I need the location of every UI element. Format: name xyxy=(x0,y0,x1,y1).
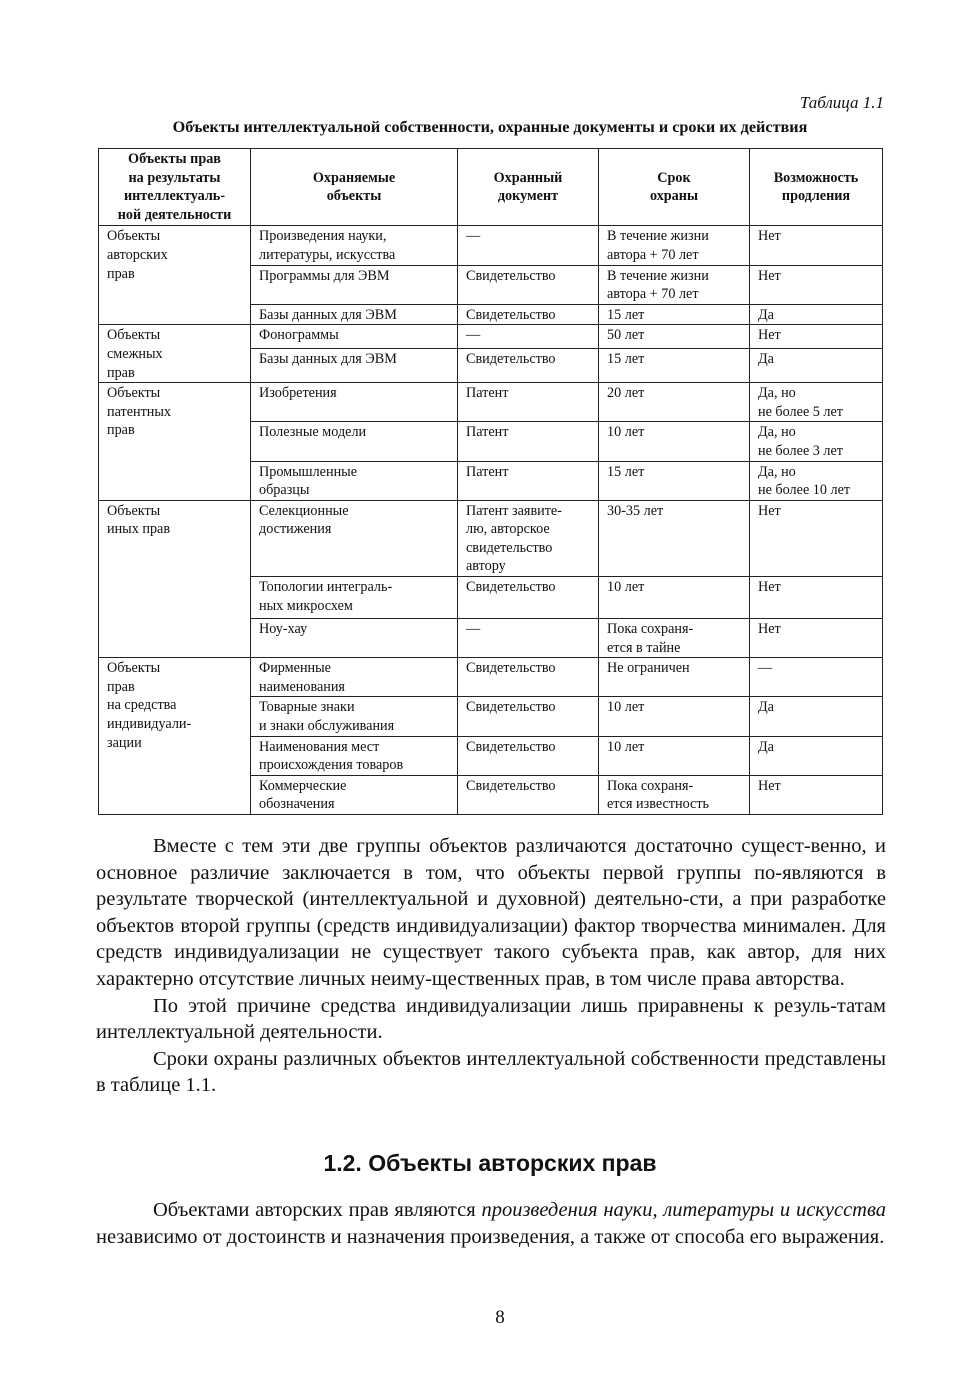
cell-object: Базы данных для ЭВМ xyxy=(251,304,458,325)
cell-term: 15 лет xyxy=(599,304,750,325)
table-row xyxy=(99,226,883,265)
cell-extension: Да, но не более 5 лет xyxy=(750,383,883,422)
cell-document: Свидетельство xyxy=(458,736,599,775)
cell-object: Полезные модели xyxy=(251,422,458,461)
cell-term: В течение жизни автора + 70 лет xyxy=(599,226,750,265)
page-number: 8 xyxy=(495,1307,505,1328)
cell-term: 15 лет xyxy=(599,349,750,383)
category-other-rights: Объекты иных прав xyxy=(99,500,251,658)
cell-term: В течение жизни автора + 70 лет xyxy=(599,265,750,304)
cell-object: Фонограммы xyxy=(251,325,458,349)
cell-extension: Нет xyxy=(750,325,883,349)
header-protection-term: Срок охраны xyxy=(599,149,750,226)
header-protection-document: Охранный документ xyxy=(458,149,599,226)
cell-object: Промышленные образцы xyxy=(251,461,458,500)
table-header-row xyxy=(99,149,883,226)
cell-document: Патент xyxy=(458,422,599,461)
paragraph xyxy=(96,1197,886,1250)
cell-object: Программы для ЭВМ xyxy=(251,265,458,304)
intro-end: независимо от достоинств и назначения произведения, а также от способа его выражения. xyxy=(96,1225,885,1248)
cell-document: — xyxy=(458,325,599,349)
cell-document: Свидетельство xyxy=(458,577,599,619)
cell-term: 50 лет xyxy=(599,325,750,349)
category-individualization: Объекты прав на средства индивидуали- зации xyxy=(99,658,251,815)
cell-term: 20 лет xyxy=(599,383,750,422)
cell-extension: Нет xyxy=(750,500,883,576)
cell-extension: Нет xyxy=(750,775,883,814)
category-patent-rights: Объекты патентных прав xyxy=(99,383,251,501)
paragraph: По этой причине средства индивидуализации лишь приравнены к резуль-татам интеллектуальной деятельности. xyxy=(96,994,886,1044)
header-extension: Возможность продления xyxy=(750,149,883,226)
cell-extension: Да xyxy=(750,736,883,775)
cell-object: Товарные знаки и знаки обслуживания xyxy=(251,697,458,736)
cell-object: Базы данных для ЭВМ xyxy=(251,349,458,383)
cell-object: Топологии интеграль- ных микросхем xyxy=(251,577,458,619)
paragraph: Сроки охраны различных объектов интеллектуальной собственности представлены в таблице 1.1. xyxy=(96,1047,886,1097)
cell-document: Свидетельство xyxy=(458,697,599,736)
cell-extension: Да, но не более 3 лет xyxy=(750,422,883,461)
paragraph: Вместе с тем эти две группы объектов различаются достаточно сущест-венно, и основное различие заключается в том, что объекты первой группы по-являются в результате творческой (интеллектуальной и духовной) деятельно-сти, а при разработке объектов второй группы (средств индивидуализации) фактор творчества минимален. Для средств индивидуализации не существует такого субъекта прав, как автор, для них характерно отсутствие личных неиму-щественных прав, в том числе права авторства. xyxy=(96,835,886,990)
table-caption: Объекты интеллектуальной собственности, охранные документы и сроки их действия xyxy=(172,118,808,136)
cell-object: Фирменные наименования xyxy=(251,658,458,697)
cell-term: 10 лет xyxy=(599,577,750,619)
table-row xyxy=(99,658,883,697)
section-heading: 1.2. Объекты авторских прав xyxy=(323,1150,657,1176)
cell-document: Патент заявите- лю, авторское свидетельство автору xyxy=(458,500,599,576)
header-protected-objects: Охраняемые объекты xyxy=(251,149,458,226)
cell-extension: Нет xyxy=(750,577,883,619)
cell-term: Не ограничен xyxy=(599,658,750,697)
cell-extension: — xyxy=(750,658,883,697)
body-paragraphs xyxy=(96,833,886,1099)
cell-object: Коммерческие обозначения xyxy=(251,775,458,814)
cell-document: Патент xyxy=(458,461,599,500)
cell-object: Произведения науки, литературы, искусства xyxy=(251,226,458,265)
cell-extension: Нет xyxy=(750,265,883,304)
intro-start: Объектами авторских прав являются xyxy=(153,1199,482,1221)
table-row xyxy=(99,325,883,349)
cell-document: — xyxy=(458,619,599,658)
table-number: Таблица 1.1 xyxy=(799,93,884,112)
cell-term: Пока сохраня- ется известность xyxy=(599,775,750,814)
category-related-rights: Объекты смежных прав xyxy=(99,325,251,383)
cell-object: Селекционные достижения xyxy=(251,500,458,576)
cell-document: Патент xyxy=(458,383,599,422)
section-intro xyxy=(96,1197,886,1250)
cell-extension: Да xyxy=(750,304,883,325)
cell-term: 30-35 лет xyxy=(599,500,750,576)
cell-object: Наименования мест происхождения товаров xyxy=(251,736,458,775)
cell-document: — xyxy=(458,226,599,265)
table-row xyxy=(99,500,883,576)
cell-object: Ноу-хау xyxy=(251,619,458,658)
cell-term: 10 лет xyxy=(599,422,750,461)
cell-term: 10 лет xyxy=(599,697,750,736)
cell-extension: Нет xyxy=(750,226,883,265)
cell-object: Изобретения xyxy=(251,383,458,422)
ip-objects-table xyxy=(98,148,883,815)
cell-term: 10 лет xyxy=(599,736,750,775)
cell-extension: Нет xyxy=(750,619,883,658)
cell-document: Свидетельство xyxy=(458,775,599,814)
cell-document: Свидетельство xyxy=(458,265,599,304)
cell-term: 15 лет xyxy=(599,461,750,500)
cell-extension: Да xyxy=(750,697,883,736)
category-copyright: Объекты авторских прав xyxy=(99,226,251,325)
cell-extension: Да xyxy=(750,349,883,383)
cell-document: Свидетельство xyxy=(458,304,599,325)
cell-extension: Да, но не более 10 лет xyxy=(750,461,883,500)
intro-emphasis: произведения науки, литературы и искусства xyxy=(481,1199,886,1221)
header-rights-category: Объекты прав на результаты интеллектуаль- ной деятельности xyxy=(99,149,251,226)
table-row xyxy=(99,383,883,422)
cell-document: Свидетельство xyxy=(458,658,599,697)
cell-term: Пока сохраня- ется в тайне xyxy=(599,619,750,658)
cell-document: Свидетельство xyxy=(458,349,599,383)
